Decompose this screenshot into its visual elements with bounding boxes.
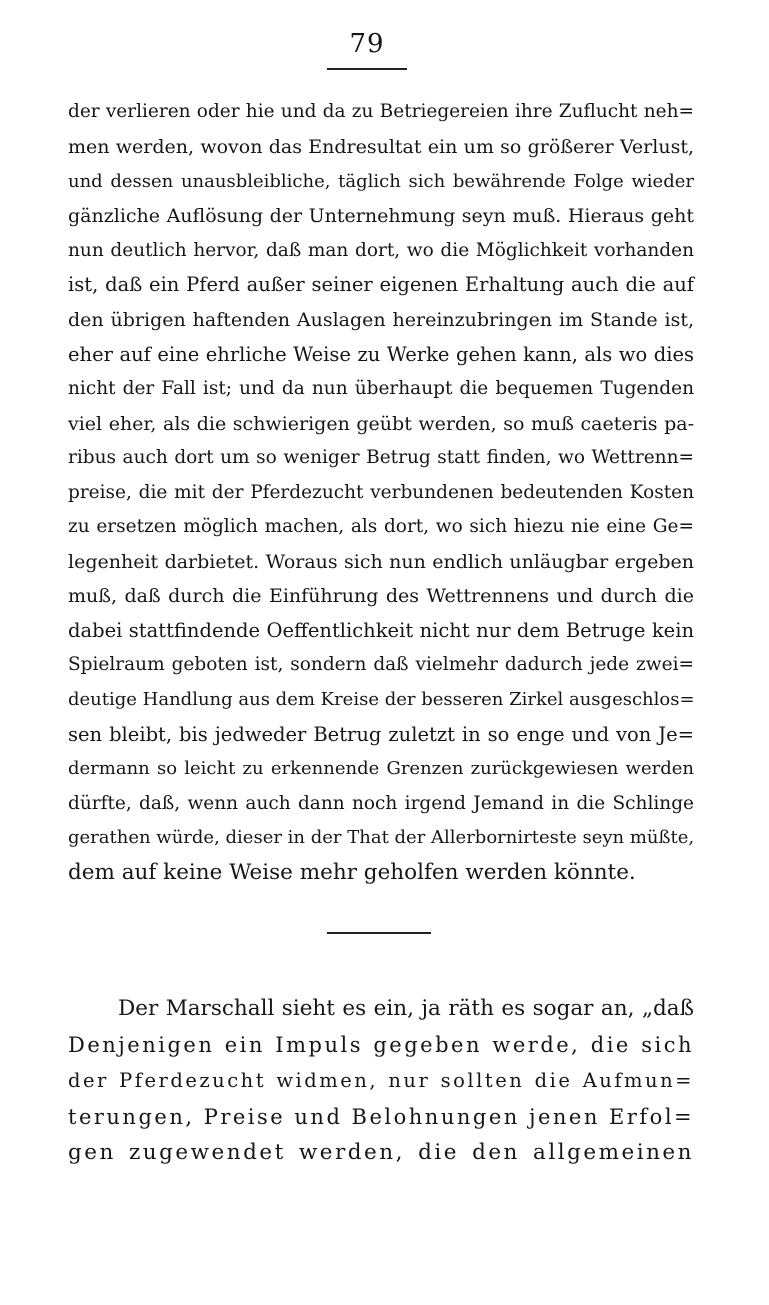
- text-line: gen zugewendet werden, die den allgemeinen: [68, 1140, 694, 1165]
- text-line: dermann so leicht zu erkennende Grenzen zurückgewiesen werden: [68, 758, 694, 779]
- text-line: den übrigen haftenden Auslagen hereinzubringen im Stande ist,: [68, 309, 694, 331]
- text-line: Spielraum geboten ist, sondern daß vielmehr dadurch jede zwei=: [68, 654, 694, 675]
- text-line: gänzliche Auflösung der Unternehmung seyn muß. Hieraus geht: [68, 205, 694, 227]
- text-line: der verlieren oder hie und da zu Betriegereien ihre Zuflucht neh=: [68, 101, 694, 122]
- text-line: dürfte, daß, wenn auch dann noch irgend Jemand in die Schlinge: [68, 793, 694, 814]
- section-divider: [327, 932, 431, 934]
- text-line: nun deutlich hervor, daß man dort, wo die Möglichkeit vorhanden: [68, 240, 694, 261]
- text-line: sen bleibt, bis jedweder Betrug zuletzt in so enge und von Je=: [68, 723, 694, 746]
- text-line: der Pferdezucht widmen, nur sollten die Aufmun=: [68, 1069, 694, 1092]
- text-line: preise, die mit der Pferdezucht verbundenen bedeutenden Kosten: [68, 482, 694, 503]
- text-line: ribus auch dort um so weniger Betrug statt finden, wo Wettrenn=: [68, 447, 694, 468]
- header-rule: [327, 68, 407, 70]
- text-line: legenheit darbietet. Woraus sich nun endlich unläugbar ergeben: [68, 551, 694, 573]
- text-line: dem auf keine Weise mehr geholfen werden könnte.: [68, 860, 636, 885]
- text-line: viel eher, als die schwierigen geübt werden, so muß caeteris pa-: [68, 413, 694, 435]
- text-line: Denjenigen ein Impuls gegeben werde, die sich: [68, 1033, 694, 1057]
- text-line: men werden, wovon das Endresultat ein um so größerer Verlust,: [68, 136, 694, 158]
- page-number: 79: [349, 29, 385, 59]
- text-line: eher auf eine ehrliche Weise zu Werke gehen kann, als wo dies: [68, 343, 694, 366]
- text-line: dabei stattfindende Oeffentlichkeit nicht nur dem Betruge kein: [68, 619, 694, 642]
- text-line: ist, daß ein Pferd außer seiner eigenen Erhaltung auch die auf: [68, 273, 694, 296]
- text-line: muß, daß durch die Einführung des Wettrennens und durch die: [68, 585, 694, 607]
- text-line: nicht der Fall ist; und da nun überhaupt die bequemen Tugenden: [68, 378, 694, 399]
- text-line: Der Marschall sieht es ein, ja räth es sogar an, „daß: [118, 996, 694, 1021]
- text-line: zu ersetzen möglich machen, als dort, wo sich hiezu nie eine Ge=: [68, 516, 694, 537]
- text-line: deutige Handlung aus dem Kreise der besseren Zirkel ausgeschlos=: [68, 689, 695, 710]
- text-line: gerathen würde, dieser in der That der Allerbornirteste seyn müßte,: [68, 827, 695, 848]
- text-line: terungen, Preise und Belohnungen jenen Erfol=: [68, 1105, 695, 1129]
- text-line: und dessen unausbleibliche, täglich sich bewährende Folge wieder: [68, 171, 694, 192]
